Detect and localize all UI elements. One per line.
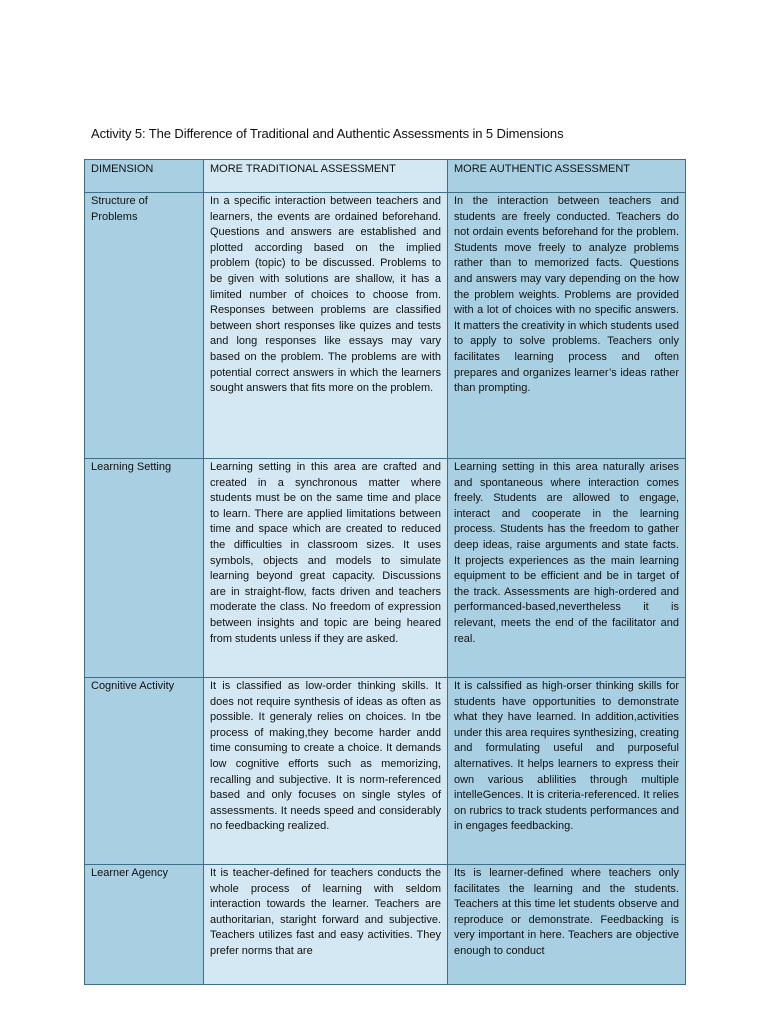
assessment-table-container: [84, 159, 685, 957]
dimension-cell: Learner Agency: [85, 865, 204, 985]
dimension-cell: Structure of Problems: [85, 193, 204, 459]
header-traditional: MORE TRADITIONAL ASSESSMENT: [204, 160, 448, 193]
assessment-comparison-table: [84, 159, 686, 985]
traditional-cell: In a specific interaction between teachers and learners, the events are ordained beforehand. Questions and answers are established and plotted according based on the implied problem (topic) to be discussed. Problems to be given with solutions are shallow, it has a limited number of choices to choose from. Responses between problems are classified between short responses like quizes and tests and long responses like essays may vary based on the problem. The problems are with potential correct answers in which the learners sought answers that fits more on the problem.: [204, 193, 448, 459]
table-header-row: [85, 160, 686, 193]
authentic-cell: Learning setting in this area naturally arises and spontaneous where interaction comes freely. Students are allowed to engage, interact and cooperate in the learning process. Students has the freedom to gather deep ideas, raise arguments and state facts. It projects experiences as the main learning equipment to be efficient and be in target of the track. Assessments are high-ordered and performanced-based,nevertheless it is relevant, meets the end of the facilitator and real.: [448, 459, 686, 678]
dimension-cell: Cognitive Activity: [85, 678, 204, 865]
dimension-cell: Learning Setting: [85, 459, 204, 678]
traditional-cell: Learning setting in this area are crafted and created in a synchronous matter where students must be on the same time and place to learn. There are applied limitations between time and space which are created to reduced the difficulties in classroom sizes. It uses symbols, objects and models to simulate learning beyond great capacity. Discussions are in straight-flow, facts driven and teachers moderate the class. No freedom of expression between insights and topic are being heared from students unless if they are asked.: [204, 459, 448, 678]
table-row: [85, 459, 686, 678]
traditional-cell: It is classified as low-order thinking skills. It does not require synthesis of ideas as often as possible. It generaly relies on choices. In tbe process of making,they become harder andd time consuming to create a choice. It demands low cognitive efforts such as memorizing, recalling and subjective. It is norm-referenced based and only focuses on single styles of assessments. It needs speed and considerably no feedbacking realized.: [204, 678, 448, 865]
table-row: [85, 193, 686, 459]
header-dimension: DIMENSION: [85, 160, 204, 193]
header-authentic: MORE AUTHENTIC ASSESSMENT: [448, 160, 686, 193]
authentic-cell: In the interaction between teachers and students are freely conducted. Teachers do not ordain events beforehand for the problem. Students move freely to analyze problems rather than to memorized facts. Questions and answers may vary depending on the how the problem weights. Problems are provided with a lot of choices with no specific answers. It matters the creativity in which students used to apply to solve problems. Teachers only facilitates learning process and often prepares and organizes learner’s ideas rather than prompting.: [448, 193, 686, 459]
table-row: [85, 678, 686, 865]
traditional-cell: It is teacher-defined for teachers conducts the whole process of learning with seldom interaction towards the learner. Teachers are authoritarian, staright forward and subjective. Teachers utilizes fast and easy activities. They prefer norms that are: [204, 865, 448, 985]
authentic-cell: It is calssified as high-orser thinking skills for students have opportunities to demonstrate what they have learned. In addition,activities under this area requires synthesizing, creating and formulating useful and purposeful alternatives. It helps learners to express their own various ablilities through multiple intelleGences. It is criteria-referenced. It relies on rubrics to track students performances and in engages feedbacking.: [448, 678, 686, 865]
page-title: Activity 5: The Difference of Traditional and Authentic Assessments in 5 Dimensions: [91, 126, 564, 141]
table-row: [85, 865, 686, 985]
authentic-cell: Its is learner-defined where teachers only facilitates the learning and the students. Teachers at this time let students observe and reproduce or demonstrate. Feedbacking is very important in here. Teachers are objective enough to conduct: [448, 865, 686, 985]
